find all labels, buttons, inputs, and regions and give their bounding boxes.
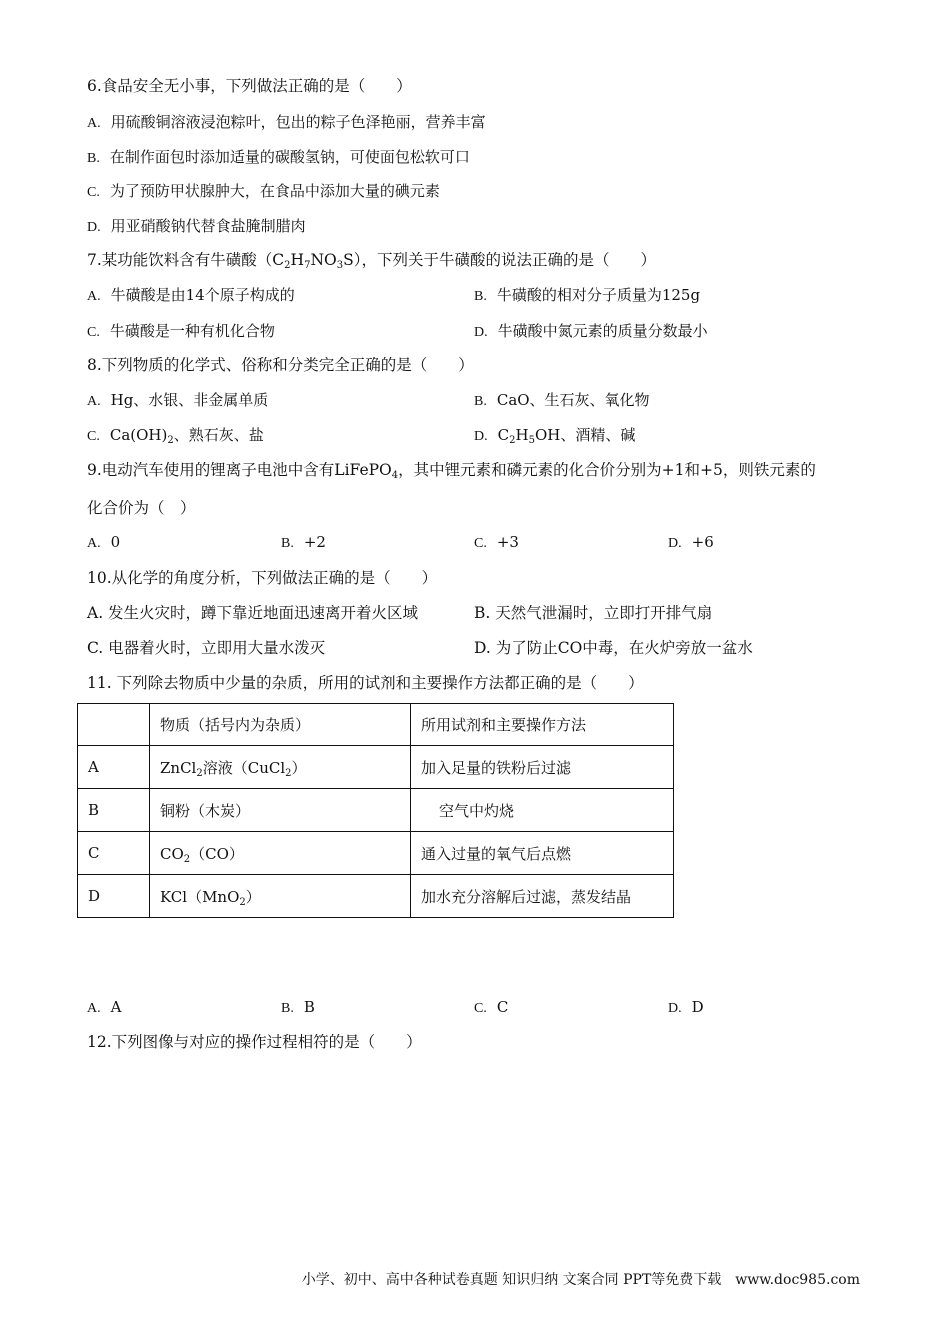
page-footer: 小学、初中、高中各种试卷真题 知识归纳 文案合同 PPT等免费下载 www.doc985.com (301, 1272, 860, 1288)
option-text: 为了预防甲状腺肿大，在食品中添加大量的碘元素 (109, 182, 440, 200)
table-cell-label: C (78, 832, 150, 875)
q9-option-b (281, 531, 326, 555)
option-text: CaO、生石灰、氧化物 (496, 391, 650, 409)
table-row (78, 875, 674, 918)
option-text: 用亚硝酸钠代替食盐腌制腊肉 (110, 217, 306, 235)
option-text: 用硫酸铜溶液浸泡粽叶，包出的粽子色泽艳丽，营养丰富 (110, 113, 486, 131)
table-row (78, 789, 674, 832)
q7-option-a (87, 284, 295, 308)
q6-option-a (87, 111, 486, 135)
q11-option-b (281, 996, 315, 1020)
q9-stem-part: ，其中锂元素和磷元素的化合价分别为+1和+5，则铁元素的 (398, 461, 816, 479)
q9-stem-line2: 化合价为（ ） (87, 499, 196, 517)
table-header-cell: 所用试剂和主要操作方法 (411, 704, 674, 746)
q8-option-d: D. $C_2H_5OH$、酒精、碱 (474, 426, 636, 446)
q7-stem: 7.某功能饮料含有牛磺酸$(C_2H_7NO_3S)$，下列关于牛磺酸的说法正确的是（ ） (87, 251, 656, 271)
table-header-row (78, 704, 674, 746)
q7-option-d (474, 320, 708, 344)
q9-stem-part: 9.电动汽车使用的锂离子电池中含有LiFePO (87, 461, 392, 479)
option-text: H (515, 426, 529, 444)
option-label: C. (87, 185, 100, 200)
q12-stem: 12.下列图像与对应的操作过程相符的是（ ） (87, 1033, 422, 1051)
q8-option-b (474, 389, 650, 413)
option-text: 、熟石灰、盐 (173, 426, 264, 444)
table-row (78, 746, 674, 789)
option-label: A. (87, 536, 101, 551)
table-cell-substance: KCl（MnO$_2$） (150, 875, 411, 918)
table-cell-method: 空气中灼烧 (411, 789, 674, 832)
option-label: C. (87, 429, 100, 444)
q8-stem: 8.下列物质的化学式、俗称和分类完全正确的是（ ） (87, 356, 474, 374)
q11-stem: 11. 下列除去物质中少量的杂质，所用的试剂和主要操作方法都正确的是（ ） (87, 674, 644, 692)
q11-option-d (668, 996, 704, 1020)
option-text: 牛磺酸的相对分子质量为125g (496, 286, 701, 304)
option-label: A. (87, 394, 101, 409)
option-label: B. (87, 151, 100, 166)
q11-option-c (474, 996, 508, 1020)
q10-option-a: A. 发生火灾时，蹲下靠近地面迅速离开着火区域 (87, 604, 419, 622)
table-cell-label: B (78, 789, 150, 832)
option-label: A. (87, 1001, 101, 1016)
option-text: 牛磺酸中氮元素的质量分数最小 (497, 322, 708, 340)
option-text: B (303, 998, 315, 1016)
option-label: D. (474, 325, 488, 340)
option-text: 牛磺酸是由14个原子构成的 (110, 286, 295, 304)
option-text: Ca(OH) (109, 426, 168, 444)
option-label: D. (668, 1001, 682, 1016)
q9-option-d (668, 531, 714, 555)
option-text: C (497, 426, 510, 444)
q10-option-c: C. 电器着火时，立即用大量水泼灭 (87, 639, 326, 657)
option-text: +2 (303, 533, 326, 551)
table-cell-method: 通入过量的氧气后点燃 (411, 832, 674, 875)
option-label: C. (474, 536, 487, 551)
q7-stem-part: S），下列关于牛磺酸的说法正确的是（ ） (343, 251, 656, 269)
option-label: D. (474, 429, 488, 444)
option-text: 牛磺酸是一种有机化合物 (109, 322, 275, 340)
q6-option-c (87, 180, 440, 204)
option-text: 在制作面包时添加适量的碳酸氢钠，可使面包松软可口 (109, 148, 470, 166)
option-label: A. (87, 116, 101, 131)
option-label: A. (87, 289, 101, 304)
option-text: C (496, 998, 509, 1016)
option-text: 0 (110, 533, 121, 551)
q9-option-c (474, 531, 519, 555)
q7-option-c (87, 320, 275, 344)
table-header-cell (78, 704, 150, 746)
option-label: C. (87, 325, 100, 340)
option-text: +3 (496, 533, 519, 551)
option-label: B. (474, 289, 487, 304)
q8-option-c: C. $Ca(OH)_2$、熟石灰、盐 (87, 426, 264, 446)
q8-option-a (87, 389, 268, 413)
q10-option-d: D. 为了防止CO中毒，在火炉旁放一盆水 (474, 639, 753, 657)
q11-option-a (87, 996, 121, 1020)
table-header-cell: 物质（括号内为杂质） (150, 704, 411, 746)
option-text: +6 (691, 533, 714, 551)
q7-stem-part: 7.某功能饮料含有牛磺酸（C (87, 251, 285, 269)
option-label: B. (281, 1001, 294, 1016)
q11-table (77, 703, 674, 918)
q6-stem: 6.食品安全无小事，下列做法正确的是（ ） (87, 77, 412, 95)
option-label: B. (281, 536, 294, 551)
q7-option-b (474, 284, 700, 308)
table-row (78, 832, 674, 875)
q9-option-a (87, 531, 120, 555)
option-text: Hg、水银、非金属单质 (110, 391, 269, 409)
q10-option-b: B. 天然气泄漏时，立即打开排气扇 (474, 604, 713, 622)
option-label: B. (474, 394, 487, 409)
option-label: D. (668, 536, 682, 551)
option-label: D. (87, 220, 101, 235)
q10-stem: 10.从化学的角度分析，下列做法正确的是（ ） (87, 569, 438, 587)
q6-option-d (87, 215, 306, 239)
option-label: C. (474, 1001, 487, 1016)
table-cell-label: D (78, 875, 150, 918)
table-cell-substance: 铜粉（木炭） (150, 789, 411, 832)
table-cell-method: 加水充分溶解后过滤，蒸发结晶 (411, 875, 674, 918)
q6-option-b (87, 146, 470, 170)
table-cell-substance: $CO_2(CO)$ (150, 832, 411, 875)
table-cell-method: 加入足量的铁粉后过滤 (411, 746, 674, 789)
q9-stem: 9.电动汽车使用的锂离子电池中含有LiFePO$_4$，其中锂元素和磷元素的化合价分别为+1和+5，则铁元素的 (87, 461, 816, 481)
table-cell-substance: ZnCl$_2$溶液（CuCl$_2$） (150, 746, 411, 789)
option-text: A (110, 998, 122, 1016)
option-text: D (691, 998, 704, 1016)
option-text: OH、酒精、碱 (534, 426, 636, 444)
table-cell-label: A (78, 746, 150, 789)
